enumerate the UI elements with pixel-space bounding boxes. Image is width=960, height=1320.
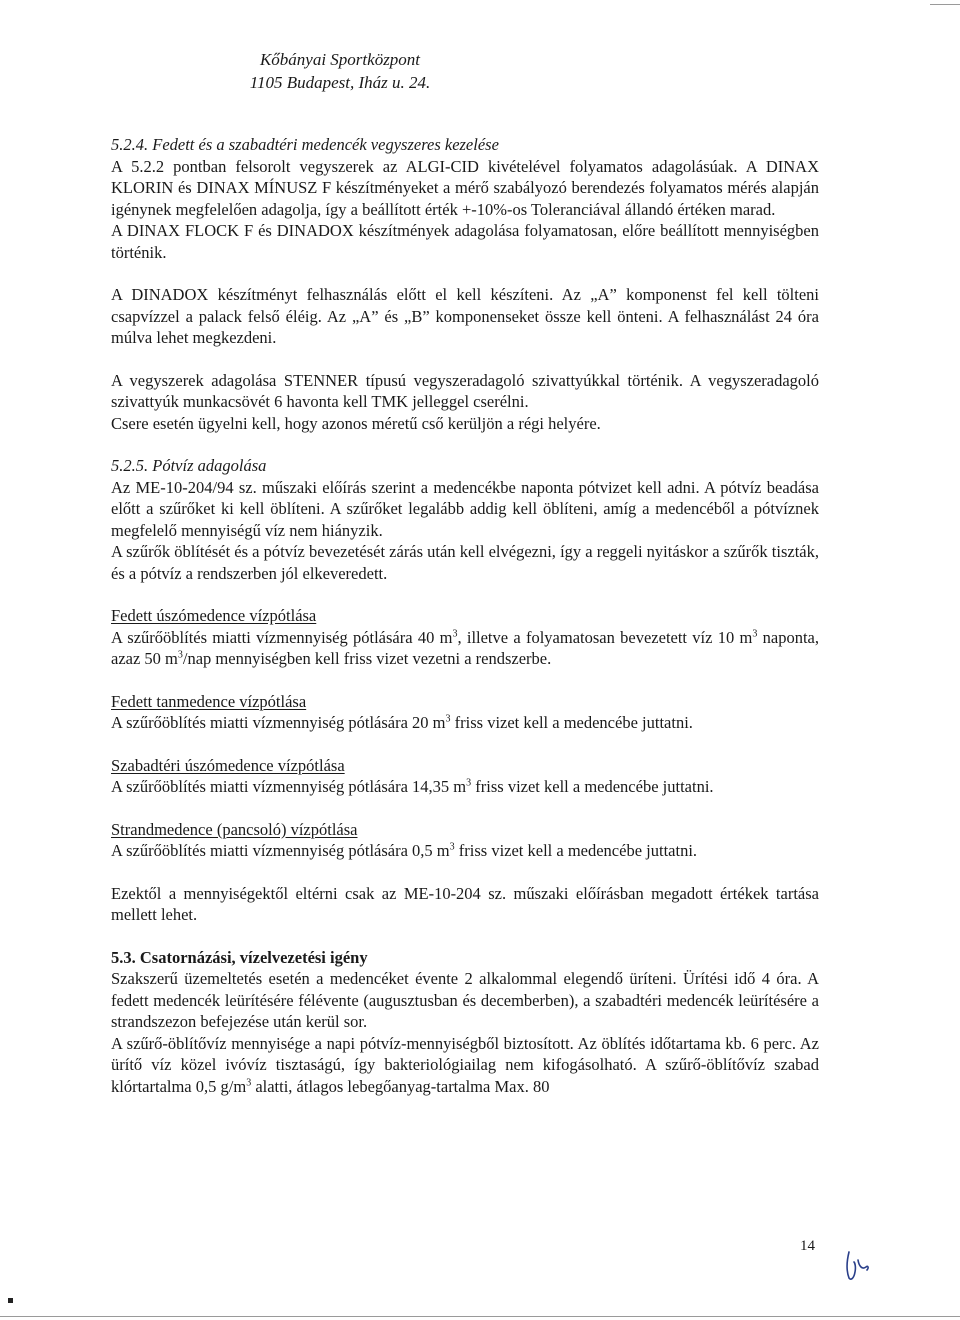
header-address: 1105 Budapest, Iház u. 24. bbox=[249, 73, 431, 92]
superscript: 3 bbox=[466, 777, 472, 789]
paragraph: Ezektől a mennyiségektől eltérni csak az ME-10-204 sz. műszaki előírásban megadott értékek tartása mellett lehet. bbox=[111, 883, 819, 924]
subheading-strandmedence: Strandmedence (pancsoló) vízpótlása bbox=[111, 819, 358, 839]
text-run: A szűrőöblítés miatti vízmennyiség pótlására 40 m bbox=[111, 627, 453, 647]
paragraph bbox=[111, 627, 819, 670]
header-organization: Kőbányai Sportközpont bbox=[259, 50, 421, 69]
text-run: friss vizet kell a medencébe juttatni. bbox=[471, 777, 714, 796]
handwritten-initials bbox=[842, 1248, 872, 1282]
superscript: 3 bbox=[449, 841, 455, 853]
scan-edge-line-top bbox=[930, 4, 960, 5]
szabadteri-uszomedence-block bbox=[111, 755, 819, 798]
page-header bbox=[0, 48, 680, 94]
superscript: 3 bbox=[177, 649, 183, 661]
superscript: 3 bbox=[445, 713, 451, 725]
paragraph bbox=[111, 776, 819, 798]
paragraph: Csere esetén ügyelni kell, hogy azonos méretű cső kerüljön a régi helyére. bbox=[111, 413, 601, 433]
superscript: 3 bbox=[752, 628, 758, 639]
section-title-5-2-5: 5.2.5. Pótvíz adagolása bbox=[111, 456, 267, 475]
fedett-tanmedence-block bbox=[111, 691, 819, 734]
scan-edge-line-bottom bbox=[0, 1316, 960, 1317]
text-run: friss vizet kell a medencébe juttatni. bbox=[450, 713, 693, 732]
paragraph: A 5.2.2 pontban felsorolt vegyszerek az ALGI-CID kivételével folyamatos adagolásúak. A DINAX KLORIN és DINAX MÍNUSZ F készítményeket a mérő szabályozó berendezés folyamatos mérés alapján igénynek megfelelően adagolja, így a beállított érték +-10%-os Toleranciával állandó értéken marad. bbox=[111, 156, 819, 219]
paragraph: Az ME-10-204/94 sz. műszaki előírás szerint a medencékbe naponta pótvizet kell adni. A pótvíz beadása előtt a szűrőket ki kell öblíteni. A szűrőket legalább addig kell öblíteni, amíg a medencéből a pótvíznek megfelelő mennyiségű víz nem hiányzik. bbox=[111, 477, 819, 540]
section-5-2-5-intro bbox=[111, 477, 819, 585]
paragraph bbox=[111, 712, 819, 734]
page-number: 14 bbox=[800, 1238, 815, 1254]
paragraph: Szakszerű üzemeltetés esetén a medencéket évente 2 alkalommal elegendő üríteni. Ürítési idő 4 óra. A fedett medencék leürítésére félévente (augusztusban és decemberben), a szabadtéri medencék leürítésére a strandszezon befejezése után kerül sor. bbox=[111, 969, 819, 1031]
text-run: alatti, átlagos lebegőanyag-tartalma Max. 80 bbox=[251, 1076, 550, 1096]
paragraph: A szűrők öblítését és a pótvíz bevezetését zárás után kell elvégezni, így a reggeli nyitáskor a szűrők tiszták, és a pótvíz a rendszerben jól elkeveredett. bbox=[111, 542, 819, 583]
subheading-fedett-uszomedence: Fedett úszómedence vízpótlása bbox=[111, 606, 317, 625]
text-run: A szűrőöblítés miatti vízmennyiség pótlására 20 m bbox=[111, 713, 446, 732]
subheading-szabadteri-uszomedence: Szabadtéri úszómedence vízpótlása bbox=[111, 755, 345, 775]
text-run: /nap mennyiségben kell friss vizet vezetni a rendszerbe. bbox=[182, 649, 552, 668]
strandmedence-block bbox=[111, 819, 819, 862]
text-run: A szűrőöblítés miatti vízmennyiség pótlására 0,5 m bbox=[111, 841, 450, 860]
section-5-2-4-dinadox bbox=[111, 284, 819, 349]
paragraph bbox=[111, 1033, 819, 1098]
paragraph: A DINAX FLOCK F és DINADOX készítmények adagolása folyamatosan, előre beállított mennyiségben történik. bbox=[111, 221, 819, 262]
text-run: friss vizet kell a medencébe juttatni. bbox=[454, 841, 698, 860]
section-title-5-2-4: 5.2.4. Fedett és a szabadtéri medencék vegyszeres kezelése bbox=[111, 135, 499, 154]
section-5-2-4-stenner bbox=[111, 370, 819, 435]
subheading-fedett-tanmedence: Fedett tanmedence vízpótlása bbox=[111, 691, 307, 711]
text-run: , illetve a folyamatosan bevezetett víz 10 m bbox=[457, 627, 753, 647]
paragraph: A DINADOX készítményt felhasználás előtt el kell készíteni. Az „A” komponenst fel kell tölteni csapvízzel a palack felső éléig. Az „A” és „B” komponenseket össze kell önteni. A felhasználást 24 óra múlva lehet megkezdeni. bbox=[111, 285, 819, 347]
paragraph bbox=[111, 840, 819, 862]
section-5-2-5-closing bbox=[111, 883, 819, 926]
document-body bbox=[111, 134, 819, 1097]
fedett-uszomedence-block bbox=[111, 605, 819, 670]
section-5-3-body bbox=[111, 968, 819, 1097]
paragraph: A vegyszerek adagolása STENNER típusú vegyszeradagoló szivattyúkkal történik. A vegyszeradagoló szivattyúk munkacsövét 6 havonta kell TMK jelleggel cserélni. bbox=[111, 370, 819, 411]
text-run: naponta, azaz 50 m bbox=[111, 627, 819, 668]
text-run: A szűrőöblítés miatti vízmennyiség pótlására 14,35 m bbox=[111, 777, 467, 796]
superscript: 3 bbox=[452, 628, 458, 639]
text-run: A szűrő-öblítővíz mennyisége a napi pótvíz-mennyiségből biztosított. Az öblítés időtartama kb. 6 perc. Az ürítő víz közel ivóvíz tisztaságú, így bakteriológiailag nem kifogásolható. A szűrő-öblítővíz szabad klórtartalma 0,5 g/m bbox=[111, 1033, 819, 1096]
scan-mark bbox=[8, 1298, 13, 1303]
section-title-5-3: 5.3. Csatornázási, vízelvezetési igény bbox=[111, 947, 368, 967]
superscript: 3 bbox=[246, 1077, 252, 1088]
section-5-2-4-intro bbox=[111, 156, 819, 264]
